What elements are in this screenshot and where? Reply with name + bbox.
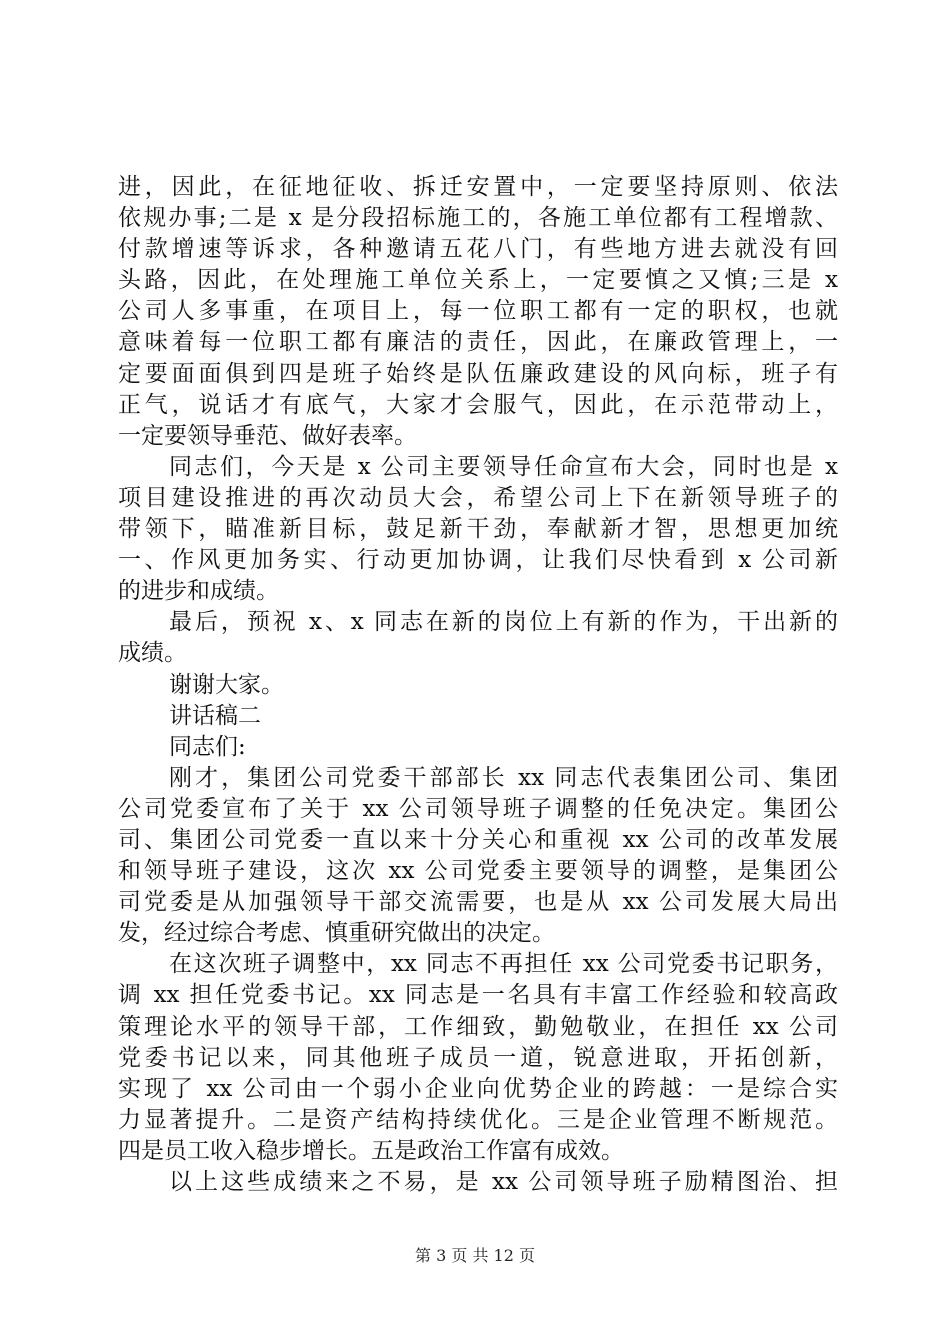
text-line: 在这次班子调整中，xx 同志不再担任 xx 公司党委书记职务， [169, 951, 838, 978]
text-line: 实现了 xx 公司由一个弱小企业向优势企业的跨越：一是综合实 [118, 1075, 838, 1102]
page-number: 第 3 页 共 12 页 [415, 1246, 535, 1265]
text-line: 司、集团公司党委一直以来十分关心和重视 xx 公司的改革发展 [118, 826, 838, 853]
text-line: 成绩。 [118, 640, 187, 667]
text-line: 的进步和成绩。 [118, 578, 279, 605]
text-line: 以上这些成绩来之不易，是 xx 公司领导班子励精图治、担 [169, 1169, 838, 1195]
text-line: 党委书记以来，同其他班子成员一道，锐意进取，开拓创新， [118, 1044, 838, 1071]
text-line: 发，经过综合考虑、慎重研究做出的决定。 [118, 920, 555, 947]
text-line: 谢谢大家。 [169, 671, 284, 698]
document-body [118, 172, 838, 1198]
text-line: 正气，说话才有底气，大家才会服气，因此，在示范带动上， [118, 391, 838, 418]
text-line: 一、作风更加务实、行动更加协调，让我们尽快看到 x 公司新 [118, 547, 838, 574]
text-line: 刚才，集团公司党委干部部长 xx 同志代表集团公司、集团 [169, 764, 838, 791]
text-line: 定要面面俱到四是班子始终是队伍廉政建设的风向标，班子有 [118, 360, 838, 387]
text-line: 头路，因此，在处理施工单位关系上，一定要慎之又慎;三是 x [118, 267, 838, 294]
text-line: 公司人多事重，在项目上，每一位职工都有一定的职权，也就 [118, 298, 838, 325]
text-line: 进，因此，在征地征收、拆迁安置中，一定要坚持原则、依法 [118, 174, 838, 200]
section-heading: 讲话稿二 [169, 702, 261, 729]
text-line: 调 xx 担任党委书记。xx 同志是一名具有丰富工作经验和较高政 [118, 982, 838, 1009]
text-line: 付款增速等诉求，各种邀请五花八门，有些地方进去就没有回 [118, 236, 838, 263]
text-line: 一定要领导垂范、做好表率。 [118, 422, 417, 449]
text-line: 力显著提升。二是资产结构持续优化。三是企业管理不断规范。 [118, 1106, 838, 1133]
text-line: 意味着每一位职工都有廉洁的责任，因此，在廉政管理上，一 [118, 329, 838, 356]
text-line: 策理论水平的领导干部，工作细致，勤勉敬业，在担任 xx 公司 [118, 1013, 838, 1040]
text-line: 司党委是从加强领导干部交流需要，也是从 xx 公司发展大局出 [118, 889, 838, 916]
text-line: 项目建设推进的再次动员大会，希望公司上下在新领导班子的 [118, 484, 838, 511]
text-line: 依规办事;二是 x 是分段招标施工的，各施工单位都有工程增款、 [118, 205, 838, 232]
text-line: 公司党委宣布了关于 xx 公司领导班子调整的任免决定。集团公 [118, 795, 838, 822]
text-line: 同志们，今天是 x 公司主要领导任命宣布大会，同时也是 x [169, 453, 838, 480]
text-line: 带领下，瞄准新目标，鼓足新干劲，奉献新才智，思想更加统 [118, 516, 838, 543]
text-line: 四是员工收入稳步增长。五是政治工作富有成效。 [118, 1137, 624, 1164]
text-line: 和领导班子建设，这次 xx 公司党委主要领导的调整，是集团公 [118, 858, 838, 885]
text-line: 最后，预祝 x、x 同志在新的岗位上有新的作为，干出新的 [169, 609, 838, 636]
salutation: 同志们: [169, 733, 246, 760]
